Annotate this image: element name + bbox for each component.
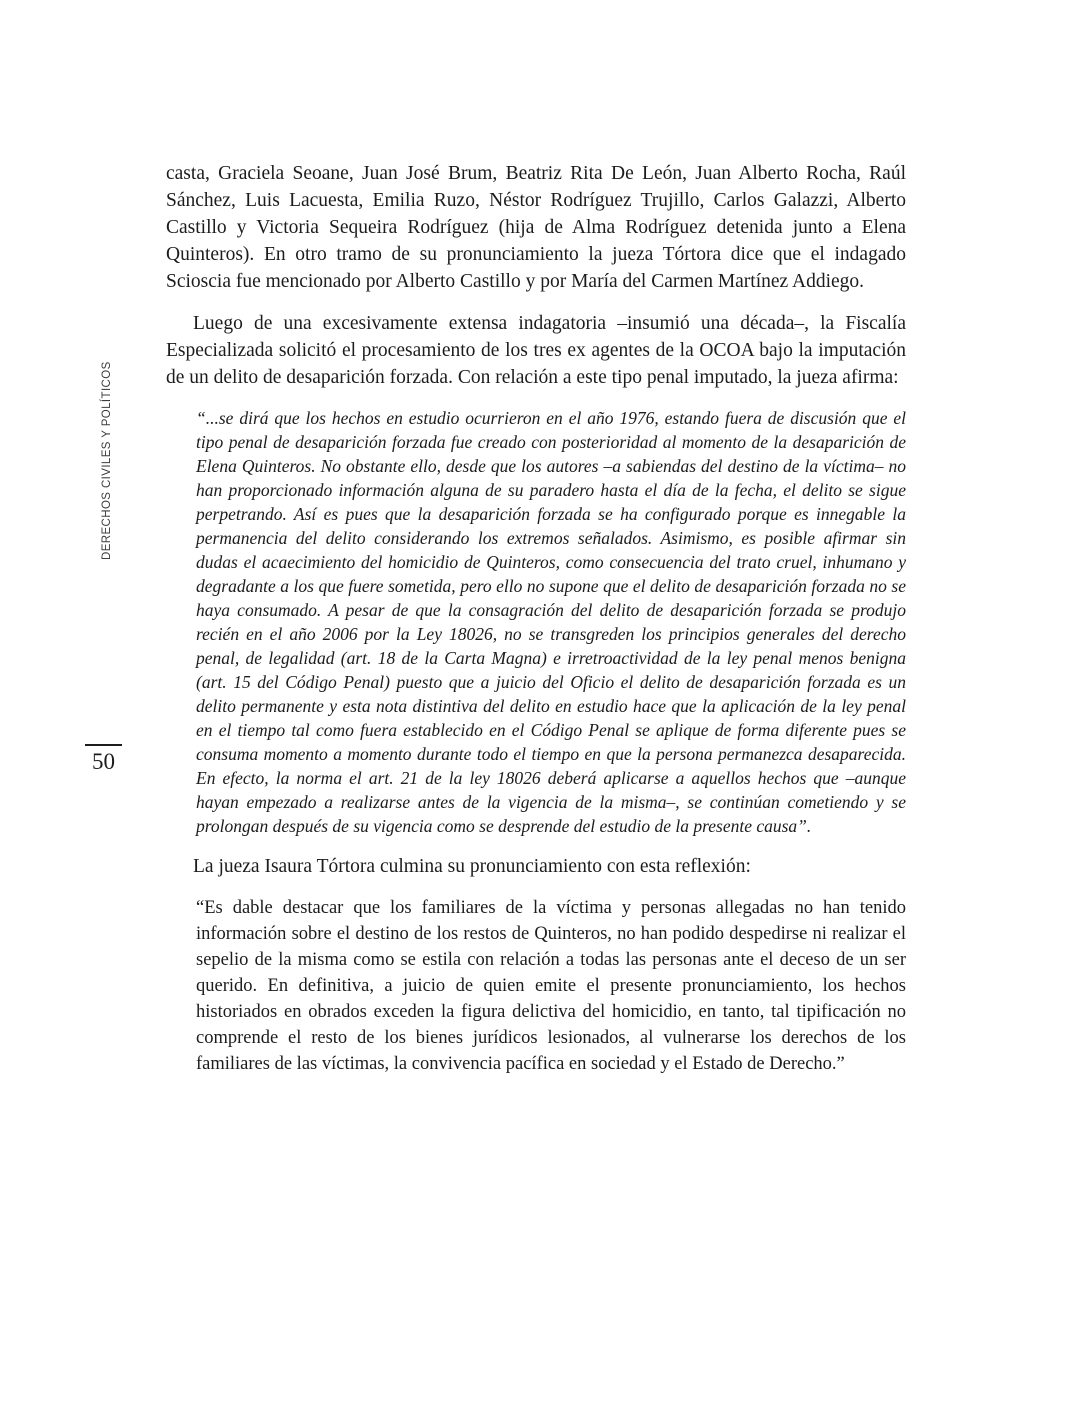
sidebar-vertical-label: DERECHOS CIVILES Y POLÍTICOS — [101, 361, 113, 560]
paragraph-fiscalia-request: Luego de una excesivamente extensa indagatoria –insumió una década–, la Fiscalía Especializada solicitó el procesamiento de los tres ex agentes de la OCOA bajo la imputación de un delito de desaparición forzada. Con relación a este tipo penal imputado, la jueza afirma: — [166, 313, 906, 388]
page-number-rule — [85, 744, 122, 746]
text-column — [166, 160, 906, 1077]
paragraph-detainees-list: casta, Graciela Seoane, Juan José Brum, Beatriz Rita De León, Juan Alberto Rocha, Raúl Sánchez, Luis Lacuesta, Emilia Ruzo, Néstor Rodríguez Trujillo, Carlos Galazzi, Alberto Castillo y Victoria Sequeira Rodríguez (hija de Alma Rodríguez detenida junto a Elena Quinteros). En otro tramo de su pronunciamiento la jueza Tórtora dice que el indagado Scioscia fue mencionado por Alberto Castillo y por María del Carmen Martínez Addiego. — [166, 163, 906, 292]
blockquote-judge-reflexion: “Es dable destacar que los familiares de la víctima y personas allegadas no han tenido información sobre el destino de los restos de Quinteros, no han podido despedirse ni realizar el sepelio de la misma como se estila con relación a todas las personas ante el deceso de un ser querido. En definitiva, a juicio de quien emite el presente pronunciamiento, los hechos historiados en obrados exceden la figura delictiva del homicidio, en tanto, tal tipificación no comprende el resto de los bienes jurídicos lesionados, al vulnerarse los derechos de los familiares de las víctimas, la convivencia pacífica en sociedad y el Estado de Derecho.” — [196, 898, 906, 1074]
blockquote-ruling-excerpt: “...se dirá que los hechos en estudio ocurrieron en el año 1976, estando fuera de discusión que el tipo penal de desaparición forzada fue creado con posterioridad al momento de la desaparición de Elena Quinteros. No obstante ello, desde que los autores –a sabiendas del destino de la víctima– no han proporcionado información alguna de su paradero hasta el día de la fecha, el delito se sigue perpetrando. Así es pues que la desaparición forzada se ha configurado porque es innegable la permanencia del delito considerando los extremos señalados. Asimismo, es posible afirmar sin dudas el acaecimiento del homicidio de Quinteros, como consecuencia del trato cruel, inhumano y degradante a los que fuere sometida, pero ello no supone que el delito de desaparición forzada no se haya consumado. A pesar de que la consagración del delito de desaparición forzada se produjo recién en el año 2006 por la Ley 18026, no se transgreden los principios generales del derecho penal, de legalidad (art. 18 de la Carta Magna) e irretroactividad de la ley penal menos benigna (art. 15 del Código Penal) puesto que a juicio del Oficio el delito de desaparición forzada es un delito permanente y esta nota distintiva del delito en estudio hace que la aplicación de la ley penal en el tiempo tal como fuera establecido en el Código Penal se aplique de forma diferente pues se consuma momento a momento durante todo el tiempo en que la persona permanezca desaparecida. En efecto, la norma el art. 21 de la ley 18026 deberá aplicarse a aquellos hechos que –aunque hayan empezado a realizarse antes de la vigencia de la misma–, se continúan cometiendo y se prolongan después de su vigencia como se desprende del estudio de la presente causa”. — [196, 408, 906, 836]
paragraph-reflexion-intro: La jueza Isaura Tórtora culmina su pronunciamiento con esta reflexión: — [193, 856, 751, 877]
page-number: 50 — [92, 749, 115, 774]
